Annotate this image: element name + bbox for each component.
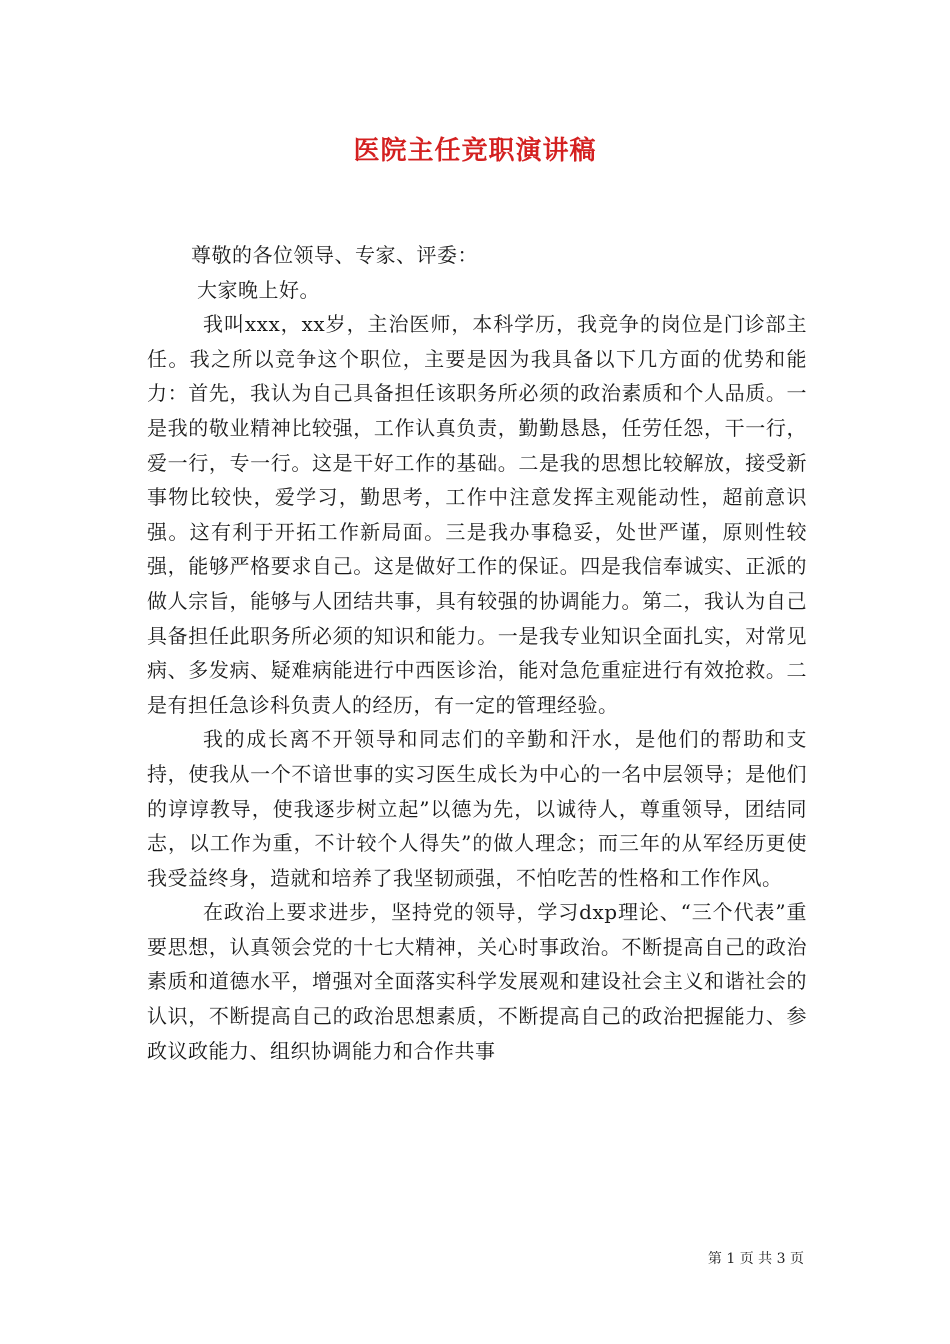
- paragraph-3: 在政治上要求进步，坚持党的领导，学习dxp理论、“三个代表”重要思想，认真领会党的十七大精神，关心时事政治。不断提高自己的政治素质和道德水平，增强对全面落实科学发展观和建设社会主义和谐社会的认识，不断提高自己的政治思想素质，不断提高自己的政治把握能力、参政议政能力、组织协调能力和合作共事: [147, 900, 807, 1063]
- page-number: 第 1 页 共 3 页: [707, 1251, 804, 1267]
- greeting: 大家晚上好。: [197, 277, 320, 302]
- document-body: [147, 238, 807, 1068]
- paragraph-2: 我的成长离不开领导和同志们的辛勤和汗水，是他们的帮助和支持，使我从一个不谙世事的实习医生成长为中心的一名中层领导；是他们的谆谆教导，使我逐步树立起”以德为先，以诚待人，尊重领导，团结同志，以工作为重，不计较个人得失”的做人理念；而三年的从军经历更使我受益终身，造就和培养了我坚韧顽强，不怕吃苦的性格和工作作风。: [147, 727, 807, 890]
- salutation: 尊敬的各位领导、专家、评委：: [191, 243, 478, 267]
- document-title: 医院主任竞职演讲稿: [353, 136, 597, 166]
- paragraph-1: 我叫xxx，xx岁，主治医师，本科学历，我竞争的岗位是门诊部主任。我之所以竞争这个职位，主要是因为我具备以下几方面的优势和能力：首先，我认为自己具备担任该职务所必须的政治素质和个人品质。一是我的敬业精神比较强，工作认真负责，勤勤恳恳，任劳任怨，干一行，爱一行，专一行。这是干好工作的基础。二是我的思想比较解放，接受新事物比较快，爱学习，勤思考，工作中注意发挥主观能动性，超前意识强。这有利于开拓工作新局面。三是我办事稳妥，处世严谨，原则性较强，能够严格要求自己。这是做好工作的保证。四是我信奉诚实、正派的做人宗旨，能够与人团结共事，具有较强的协调能力。第二，我认为自己具备担任此职务所必须的知识和能力。一是我专业知识全面扎实，对常见病、多发病、疑难病能进行中西医诊治，能对急危重症进行有效抢救。二是有担任急诊科负责人的经历，有一定的管理经验。: [147, 312, 807, 717]
